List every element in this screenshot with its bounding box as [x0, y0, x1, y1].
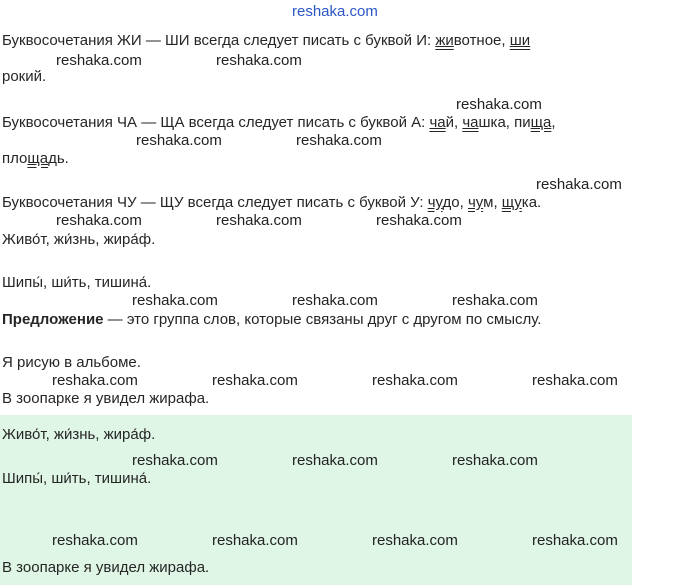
watermark: reshaka.com	[216, 212, 302, 229]
rule-chu-shchu-prefix: Буквосочетания ЧУ — ЩУ всегда следует писать с буквой У:	[2, 194, 428, 211]
rule-zhi-shi-prefix: Буквосочетания ЖИ — ШИ всегда следует писать с буквой И:	[2, 32, 436, 49]
watermark: reshaka.com	[216, 52, 302, 69]
rule-cha-shcha	[2, 114, 555, 132]
definition	[2, 311, 541, 329]
answer-line-2: Шипы́, ши́ть, тишина́.	[2, 470, 152, 487]
watermark: reshaka.com	[132, 452, 218, 469]
highlight-shchu: щу	[501, 194, 522, 211]
rule-cha-shcha-prefix: Буквосочетания ЧА — ЩА всегда следует писать с буквой А:	[2, 114, 430, 131]
watermark: reshaka.com	[292, 292, 378, 309]
watermark: reshaka.com	[452, 452, 538, 469]
watermark: reshaka.com	[296, 132, 382, 149]
definition-text: — это группа слов, которые связаны друг с другом по смыслу.	[103, 311, 542, 328]
word-rest: до,	[442, 194, 468, 211]
example-line-2: Шипы́, ши́ть, тишина́.	[2, 274, 152, 291]
watermark: reshaka.com	[52, 532, 138, 549]
watermark: reshaka.com	[532, 372, 618, 389]
watermark: reshaka.com	[292, 452, 378, 469]
example-line-1: Живо́т, жи́знь, жира́ф.	[2, 231, 156, 248]
watermark: reshaka.com	[132, 292, 218, 309]
highlight-zhi: жи	[435, 32, 454, 49]
watermark: reshaka.com	[456, 96, 542, 113]
word-rest: ка.	[521, 194, 542, 211]
watermark: reshaka.com	[56, 212, 142, 229]
highlight-chu-2: чу	[467, 194, 484, 211]
highlight-shi: ши	[509, 32, 531, 49]
watermark: reshaka.com	[212, 372, 298, 389]
rule-zhi-shi	[2, 32, 530, 50]
watermark: reshaka.com	[376, 212, 462, 229]
watermark: reshaka.com	[372, 372, 458, 389]
highlight-shcha: ща	[530, 114, 552, 131]
word-rest: вотное,	[453, 32, 510, 49]
watermark: reshaka.com	[372, 532, 458, 549]
word-rest: й,	[445, 114, 463, 131]
watermark: reshaka.com	[452, 292, 538, 309]
word-rest: шка, пи	[478, 114, 531, 131]
watermark: reshaka.com	[212, 532, 298, 549]
rule-chu-shchu	[2, 194, 541, 212]
watermark: reshaka.com	[56, 52, 142, 69]
word-rest: ,	[551, 114, 556, 131]
site-header-logo[interactable]: reshaka.com	[292, 3, 378, 20]
highlight-cha-2: ча	[462, 114, 479, 131]
answer-line-1: Живо́т, жи́знь, жира́ф.	[2, 426, 156, 443]
rule-zhi-shi-continuation: рокий.	[2, 68, 47, 85]
word-end: дь.	[48, 150, 69, 167]
watermark: reshaka.com	[532, 532, 618, 549]
watermark: reshaka.com	[52, 372, 138, 389]
watermark: reshaka.com	[136, 132, 222, 149]
answer-line-3: В зоопарке я увидел жирафа.	[2, 559, 210, 576]
word-start: пло	[2, 150, 28, 167]
rule-cha-shcha-continuation	[2, 150, 69, 168]
watermark: reshaka.com	[536, 176, 622, 193]
sentence-1: Я рисую в альбоме.	[2, 354, 141, 371]
highlight-chu: чу	[427, 194, 443, 211]
word-rest: м,	[483, 194, 502, 211]
highlight-cha: ча	[429, 114, 446, 131]
definition-term: Предложение	[2, 311, 104, 328]
sentence-2: В зоопарке я увидел жирафа.	[2, 390, 210, 407]
highlight-shcha-2: ща	[27, 150, 49, 167]
